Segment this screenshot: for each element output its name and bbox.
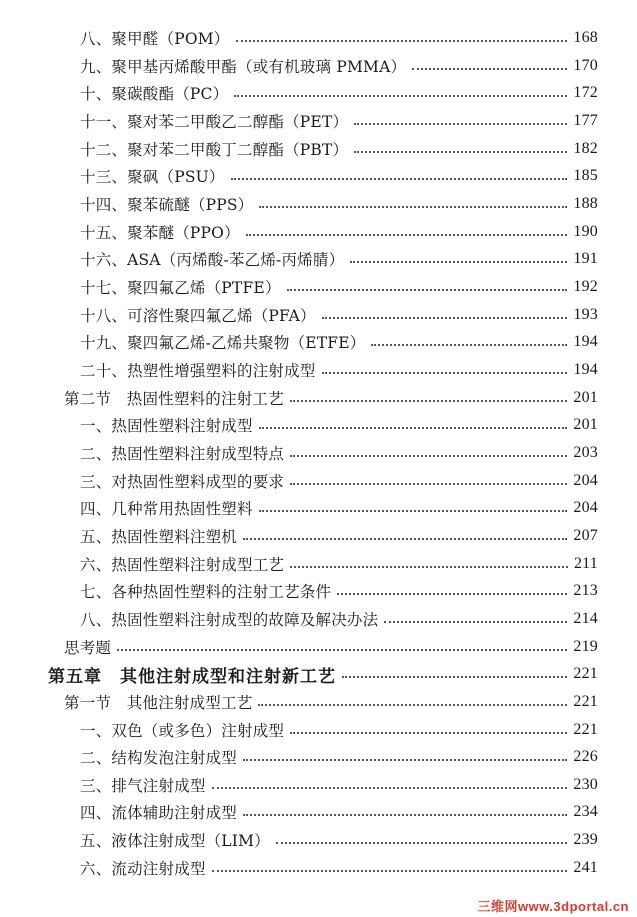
dot-leader (290, 400, 568, 402)
toc-entry-page-number: 170 (573, 56, 598, 74)
toc-entry[interactable] (80, 467, 598, 495)
toc-entry-page-number: 168 (573, 29, 598, 46)
toc-entry-page-number: 185 (573, 167, 598, 185)
toc-entry[interactable] (80, 356, 598, 384)
dot-leader (384, 621, 567, 623)
toc-entry-page-number: 182 (573, 139, 598, 157)
toc-entry-title: 八、热固性塑料注射成型的故障及解决办法 (80, 610, 379, 629)
toc-entry-title: 二、结构发泡注射成型 (80, 749, 238, 768)
toc-entry-title: 十七、聚四氟乙烯（PTFE） (80, 278, 281, 297)
toc-entry-page-number: 221 (573, 720, 598, 738)
toc-entry[interactable] (80, 328, 598, 356)
toc-entry[interactable] (80, 135, 598, 163)
dot-leader (290, 483, 567, 485)
toc-entry-title: 四、流体辅助注射成型 (80, 804, 238, 823)
dot-leader (337, 593, 567, 595)
toc-entry[interactable] (80, 107, 598, 135)
dot-leader (236, 40, 568, 42)
toc-entry-page-number: 213 (573, 582, 598, 600)
toc-entry[interactable] (80, 605, 598, 633)
toc-entry-title: 三、对热固性塑料成型的要求 (80, 472, 285, 491)
toc-entry-page-number: 204 (573, 499, 598, 517)
toc-entry-title: 二十、热塑性增强塑料的注射成型 (80, 361, 316, 380)
dot-leader (246, 234, 568, 236)
toc-entry-title: 十四、聚苯硫醚（PPS） (80, 195, 254, 214)
toc-entry-page-number: 177 (573, 111, 598, 129)
toc-entry-title: 第五章 其他注射成型和注射新工艺 (48, 666, 336, 687)
toc-entry[interactable] (80, 245, 598, 273)
dot-leader (322, 317, 568, 319)
dot-leader (287, 289, 568, 291)
toc-entry-page-number: 194 (573, 360, 598, 378)
toc-entry[interactable] (64, 384, 598, 412)
toc-entry-page-number: 192 (573, 277, 598, 295)
toc-entry[interactable] (80, 577, 598, 605)
dot-leader (342, 676, 567, 678)
toc-entry-page-number: 214 (573, 609, 598, 627)
toc-entry-title: 十、聚碳酸酯（PC） (80, 85, 229, 104)
toc-entry[interactable] (80, 494, 598, 522)
toc-entry[interactable] (80, 79, 598, 107)
dot-leader (290, 566, 568, 568)
toc-entry-page-number: 211 (573, 554, 598, 572)
toc-entry[interactable] (48, 660, 598, 688)
toc-entry[interactable] (80, 218, 598, 246)
toc-entry-title: 九、聚甲基丙烯酸甲酯（或有机玻璃 PMMA） (80, 57, 407, 76)
toc-entry-title: 五、热固性塑料注塑机 (80, 527, 238, 546)
toc-entry-title: 十二、聚对苯二甲酸丁二醇酯（PBT） (80, 140, 349, 159)
toc-entry-title: 四、几种常用热固性塑料 (80, 500, 253, 519)
toc-entry-page-number: 193 (573, 305, 598, 323)
toc-entry-title: 五、液体注射成型（LIM） (80, 832, 270, 851)
toc-entry-title: 十一、聚对苯二甲酸乙二醇酯（PET） (80, 112, 349, 131)
toc-entry[interactable] (80, 162, 598, 190)
toc-entry-page-number: 188 (573, 194, 598, 212)
toc-entry[interactable] (64, 688, 598, 716)
toc-entry[interactable] (80, 439, 598, 467)
dot-leader (259, 427, 568, 429)
toc-entry[interactable] (80, 52, 598, 80)
dot-leader (212, 870, 568, 872)
toc-entry[interactable] (80, 716, 598, 744)
dot-leader (354, 123, 567, 125)
dot-leader (243, 814, 567, 816)
toc-entry[interactable] (80, 24, 598, 52)
toc-entry[interactable] (80, 550, 598, 578)
toc-entry-title: 六、流动注射成型 (80, 859, 206, 878)
toc-entry-page-number: 201 (573, 416, 598, 434)
dot-leader (243, 759, 567, 761)
dot-leader (243, 538, 567, 540)
toc-entry-title: 六、热固性塑料注射成型工艺 (80, 555, 285, 574)
toc-entry[interactable] (80, 190, 598, 218)
toc-entry-title: 八、聚甲醛（POM） (80, 30, 230, 48)
toc-entry-title: 第二节 热固性塑料的注射工艺 (64, 389, 284, 408)
toc-entry-page-number: 172 (573, 84, 598, 102)
toc-entry-title: 十五、聚苯醚（PPO） (80, 223, 240, 242)
toc-entry-title: 十九、聚四氟乙烯-乙烯共聚物（ETFE） (80, 334, 366, 353)
toc-entry-title: 二、热固性塑料注射成型特点 (80, 444, 285, 463)
toc-entry-page-number: 221 (573, 692, 598, 710)
toc-entry[interactable] (80, 798, 598, 826)
toc-entry[interactable] (80, 273, 598, 301)
dot-leader (276, 842, 568, 844)
toc-entry-title: 一、双色（或多色）注射成型 (80, 721, 285, 740)
toc-entry-page-number: 221 (573, 665, 598, 683)
toc-entry-page-number: 219 (573, 637, 598, 655)
toc-entry[interactable] (80, 771, 598, 799)
toc-entry-title: 十三、聚砜（PSU） (80, 168, 225, 187)
toc-entry-page-number: 204 (573, 471, 598, 489)
toc-entry-page-number: 201 (573, 388, 598, 406)
dot-leader (231, 178, 568, 180)
toc-entry-page-number: 241 (573, 858, 598, 876)
dot-leader (354, 151, 567, 153)
toc-entry[interactable] (80, 301, 598, 329)
toc-entry-page-number: 190 (573, 222, 598, 240)
toc-entry[interactable] (80, 522, 598, 550)
toc-entry[interactable] (64, 633, 598, 661)
watermark: 三维网www.3dportal.cn (477, 899, 629, 914)
toc-entry-title: 三、排气注射成型 (80, 776, 206, 795)
dot-leader (212, 787, 568, 789)
dot-leader (350, 261, 567, 263)
dot-leader (258, 704, 567, 706)
dot-leader (322, 372, 568, 374)
dot-leader (290, 732, 567, 734)
dot-leader (412, 68, 567, 70)
dot-leader (259, 510, 568, 512)
toc-entry-page-number: 207 (573, 526, 598, 544)
toc-entry-page-number: 226 (573, 748, 598, 766)
toc-entry[interactable] (80, 743, 598, 771)
toc-entry-page-number: 203 (573, 443, 598, 461)
dot-leader (234, 95, 567, 97)
toc-entry[interactable] (80, 411, 598, 439)
toc-entry-title: 第一节 其他注射成型工艺 (64, 693, 253, 712)
dot-leader (371, 344, 567, 346)
dot-leader (117, 649, 567, 651)
toc-entry-title: 一、热固性塑料注射成型 (80, 417, 253, 436)
toc-entry-title: 七、各种热固性塑料的注射工艺条件 (80, 583, 332, 602)
toc-entry-page-number: 239 (573, 831, 598, 849)
toc-entry-page-number: 230 (573, 775, 598, 793)
toc-entry[interactable] (80, 854, 598, 882)
toc-entry-page-number: 191 (573, 250, 598, 268)
toc-entry-title: 十六、ASA（丙烯酸-苯乙烯-丙烯腈） (80, 251, 345, 270)
toc-entry-page-number: 194 (573, 333, 598, 351)
toc-entry-page-number: 234 (573, 803, 598, 821)
toc-entry[interactable] (80, 826, 598, 854)
toc-entry-title: 思考题 (64, 638, 112, 657)
dot-leader (259, 206, 567, 208)
toc-entry-title: 十八、可溶性聚四氟乙烯（PFA） (80, 306, 316, 325)
dot-leader (290, 455, 567, 457)
